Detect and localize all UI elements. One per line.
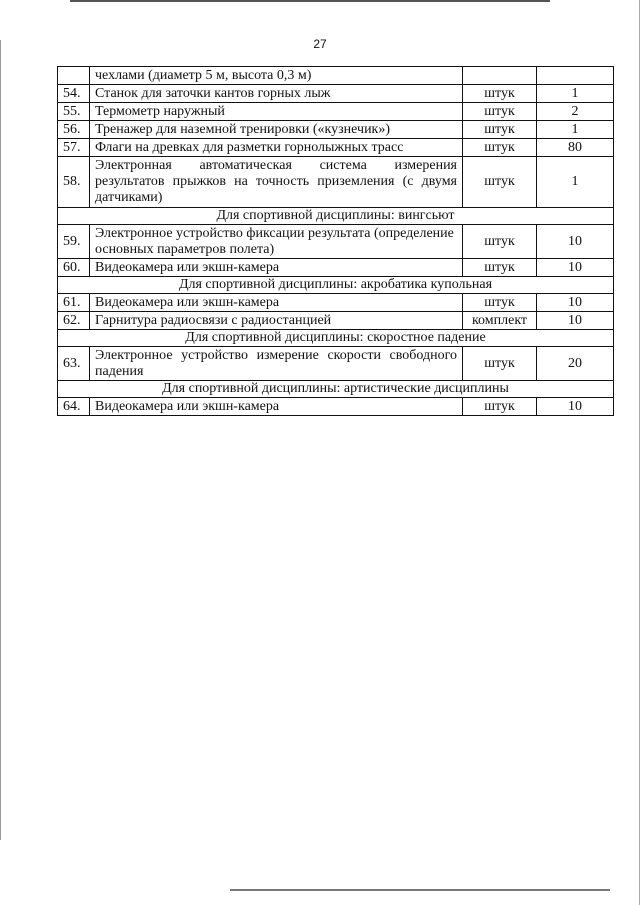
item-quantity — [537, 67, 614, 85]
row-number: 61. — [58, 294, 90, 312]
section-row — [58, 277, 614, 294]
item-name: Видеокамера или экшн-камера — [90, 294, 463, 312]
item-quantity: 10 — [537, 398, 614, 416]
row-number: 62. — [58, 312, 90, 330]
item-unit: штук — [463, 225, 537, 259]
scan-edge-left — [0, 40, 1, 840]
item-name: Электронное устройство фиксации результата (определение основных параметров полета) — [90, 225, 463, 259]
item-name: Станок для заточки кантов горных лыж — [90, 85, 463, 103]
item-unit: штук — [463, 139, 537, 157]
item-quantity: 10 — [537, 259, 614, 277]
row-number — [58, 67, 90, 85]
item-quantity: 1 — [537, 157, 614, 208]
row-number: 54. — [58, 85, 90, 103]
item-unit: штук — [463, 85, 537, 103]
section-row — [58, 330, 614, 347]
row-number: 56. — [58, 121, 90, 139]
equipment-table — [57, 66, 614, 416]
item-unit: штук — [463, 121, 537, 139]
table-row — [58, 259, 614, 277]
page-number: 27 — [313, 37, 327, 51]
row-number: 58. — [58, 157, 90, 208]
row-number: 63. — [58, 347, 90, 381]
scan-edge-bottom — [230, 889, 610, 891]
section-heading: Для спортивной дисциплины: артистические дисциплины — [58, 381, 614, 398]
row-number: 64. — [58, 398, 90, 416]
item-unit: штук — [463, 347, 537, 381]
section-heading: Для спортивной дисциплины: акробатика купольная — [58, 277, 614, 294]
row-number: 60. — [58, 259, 90, 277]
item-name: Термометр наружный — [90, 103, 463, 121]
table-row — [58, 157, 614, 208]
item-name: Электронная автоматическая система измерения результатов прыжков на точность приземления (с двумя датчиками) — [90, 157, 463, 208]
item-name: чехлами (диаметр 5 м, высота 0,3 м) — [90, 67, 463, 85]
item-name: Электронное устройство измерение скорости свободного падения — [90, 347, 463, 381]
section-row — [58, 208, 614, 225]
section-heading: Для спортивной дисциплины: скоростное падение — [58, 330, 614, 347]
item-unit — [463, 67, 537, 85]
item-quantity: 10 — [537, 294, 614, 312]
scan-edge-top — [70, 0, 550, 2]
item-quantity: 80 — [537, 139, 614, 157]
item-name: Гарнитура радиосвязи с радиостанцией — [90, 312, 463, 330]
table-row — [58, 121, 614, 139]
item-unit: штук — [463, 157, 537, 208]
item-quantity: 20 — [537, 347, 614, 381]
table-row — [58, 347, 614, 381]
item-quantity: 10 — [537, 312, 614, 330]
item-name: Видеокамера или экшн-камера — [90, 259, 463, 277]
item-unit: штук — [463, 294, 537, 312]
row-number: 57. — [58, 139, 90, 157]
table-row — [58, 398, 614, 416]
table-row — [58, 294, 614, 312]
row-number: 59. — [58, 225, 90, 259]
item-name: Флаги на древках для разметки горнолыжных трасс — [90, 139, 463, 157]
table-row — [58, 67, 614, 85]
section-heading: Для спортивной дисциплины: вингсьют — [58, 208, 614, 225]
table-row — [58, 85, 614, 103]
table-row — [58, 312, 614, 330]
item-quantity: 10 — [537, 225, 614, 259]
table-row — [58, 139, 614, 157]
item-unit: штук — [463, 259, 537, 277]
item-name: Тренажер для наземной тренировки («кузнечик») — [90, 121, 463, 139]
table-row — [58, 225, 614, 259]
row-number: 55. — [58, 103, 90, 121]
item-name: Видеокамера или экшн-камера — [90, 398, 463, 416]
item-quantity: 1 — [537, 85, 614, 103]
item-quantity: 1 — [537, 121, 614, 139]
item-unit: комплект — [463, 312, 537, 330]
section-row — [58, 381, 614, 398]
item-unit: штук — [463, 398, 537, 416]
item-unit: штук — [463, 103, 537, 121]
table-row — [58, 103, 614, 121]
item-quantity: 2 — [537, 103, 614, 121]
